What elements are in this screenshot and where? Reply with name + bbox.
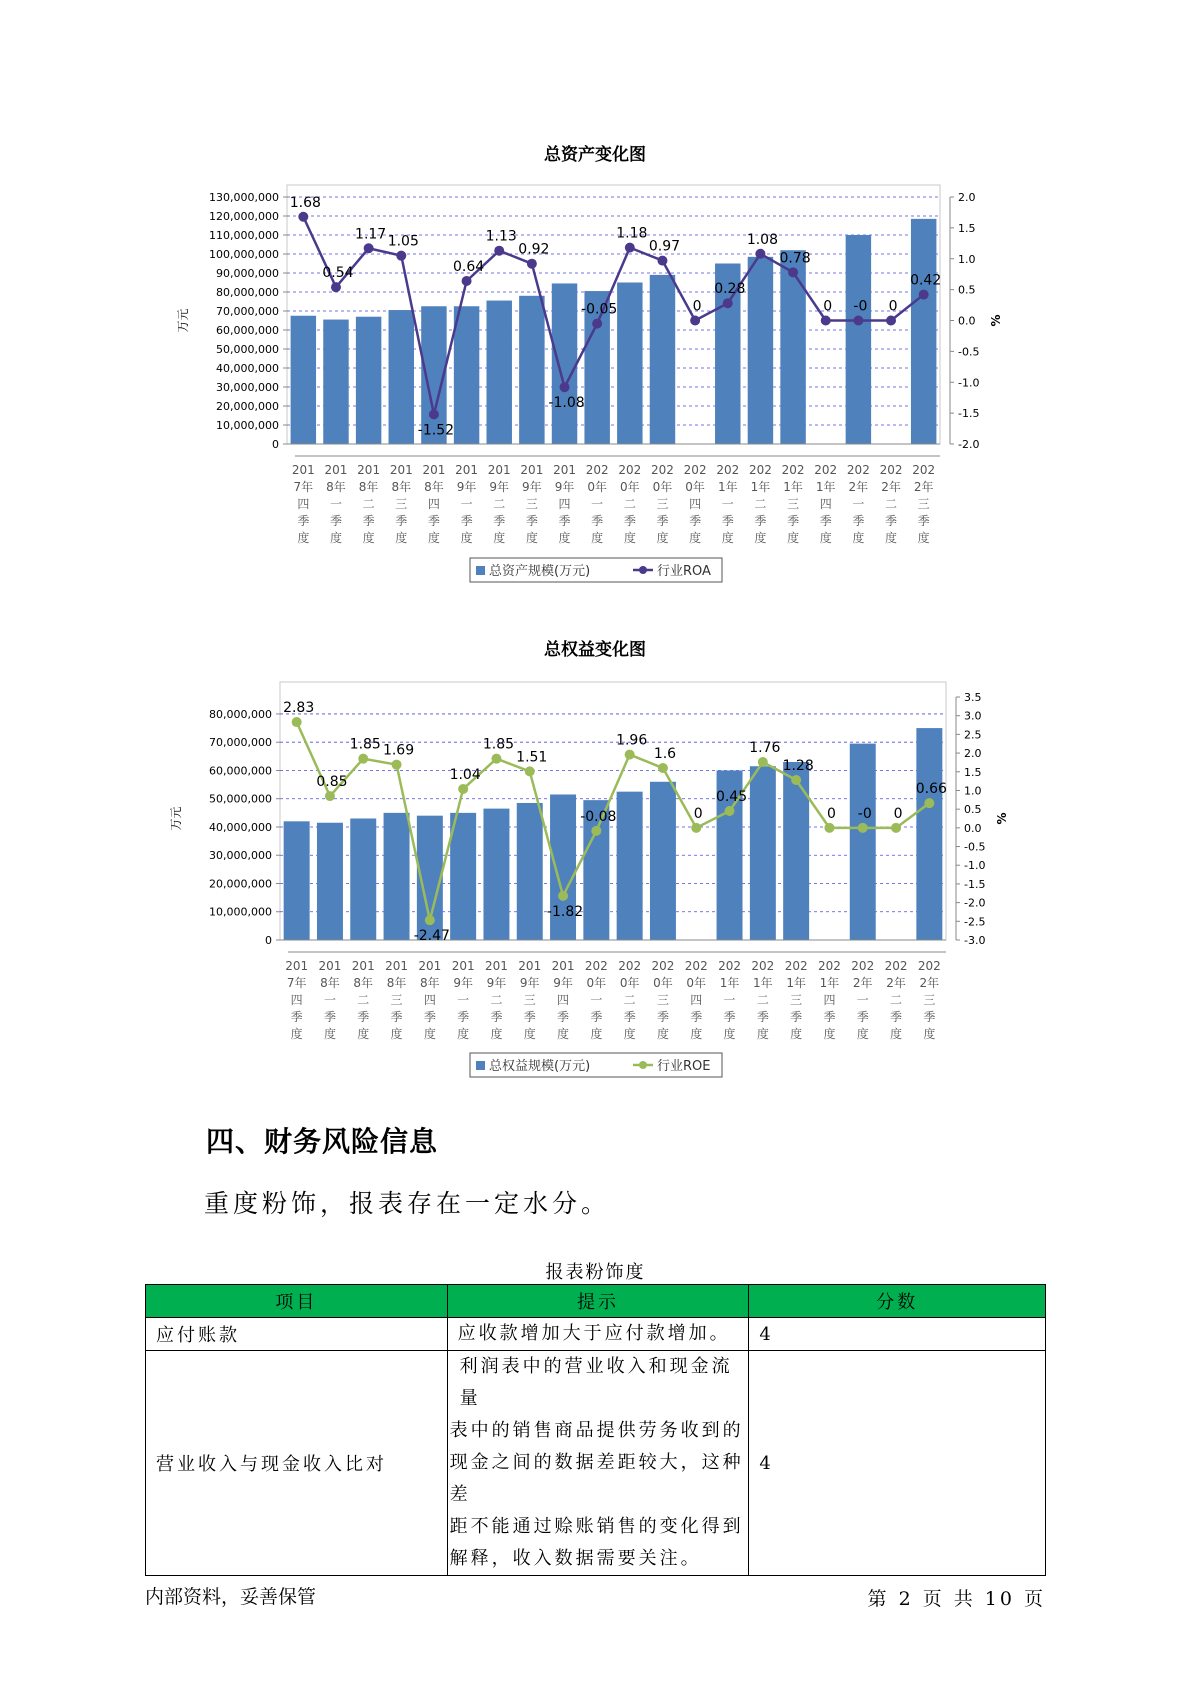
- right-tick-label: -1.5: [958, 407, 980, 421]
- chart-title: 总权益变化图: [544, 640, 646, 660]
- left-axis-title: 万元: [176, 308, 190, 333]
- row-hint: [447, 1351, 749, 1576]
- bar: [450, 813, 476, 940]
- left-tick-label: 130,000,000: [209, 191, 279, 204]
- data-label: -1.08: [548, 395, 585, 412]
- line-point: [325, 791, 335, 801]
- category-label: 202 0年二季度: [618, 959, 642, 1041]
- data-label: 2.83: [283, 700, 315, 717]
- line-point: [591, 826, 601, 836]
- line-point: [625, 243, 635, 253]
- legend-bar-label: 总资产规模(万元): [489, 564, 591, 579]
- data-label: 0.45: [715, 789, 748, 806]
- right-tick-label: 0.5: [964, 803, 982, 817]
- line-point: [824, 823, 834, 833]
- right-tick-label: -1.5: [964, 877, 986, 891]
- bar: [486, 301, 511, 444]
- hint-line: 距不能通过赊账销售的变化得到: [449, 1516, 744, 1537]
- data-label: 0.66: [915, 781, 947, 798]
- line-point: [392, 760, 402, 770]
- data-label: 0: [692, 298, 702, 315]
- left-axis-title: 万元: [169, 806, 183, 831]
- category-label: 202 1年三季度: [784, 959, 808, 1041]
- category-label: 201 8年四季度: [422, 463, 446, 545]
- data-label: 1.17: [355, 226, 387, 243]
- left-tick-label: 10,000,000: [216, 419, 279, 432]
- row-score: 4: [749, 1318, 1046, 1351]
- bar: [323, 320, 348, 444]
- table-caption: 报表粉饰度: [545, 1262, 646, 1283]
- footer-confidential: 内部资料，妥善保管: [145, 1586, 317, 1608]
- right-tick-label: 1.0: [958, 252, 976, 266]
- line-point: [755, 249, 765, 259]
- right-tick-label: 1.5: [964, 765, 982, 779]
- line-point: [924, 798, 934, 808]
- data-label: 1.04: [449, 766, 481, 783]
- footer-page-number: 第 2 页 共 10 页: [867, 1588, 1046, 1610]
- category-label: 202 1年四季度: [814, 463, 838, 545]
- data-label: 0: [823, 298, 833, 315]
- category-label: 201 9年一季度: [451, 959, 475, 1041]
- line-point: [491, 754, 501, 764]
- row-score: 4: [749, 1351, 1046, 1576]
- category-label: 202 1年二季度: [748, 463, 772, 545]
- total-equity-chart-svg: [0, 630, 1191, 1095]
- line-point: [858, 823, 868, 833]
- bar: [454, 306, 479, 444]
- bar: [517, 803, 543, 940]
- right-tick-label: -0.5: [964, 840, 986, 854]
- category-label: 202 0年一季度: [585, 463, 609, 545]
- bar: [748, 257, 773, 444]
- line-point: [494, 246, 504, 256]
- left-tick-label: 30,000,000: [209, 849, 272, 863]
- category-label: 202 2年一季度: [851, 959, 875, 1041]
- left-tick-label: 90,000,000: [216, 267, 279, 280]
- hint-line: 解释，收入数据需要关注。: [449, 1548, 702, 1569]
- data-label: 0.85: [316, 774, 348, 791]
- right-tick-label: -1.0: [964, 859, 986, 873]
- category-label: 202 0年三季度: [651, 959, 675, 1041]
- category-label: 202 2年三季度: [917, 959, 941, 1041]
- left-tick-label: 80,000,000: [209, 707, 272, 721]
- legend-line-marker: [639, 566, 647, 574]
- line-point: [592, 319, 602, 329]
- data-label: 0.64: [452, 258, 485, 275]
- bar: [650, 782, 676, 940]
- bar: [519, 296, 544, 444]
- data-label: -2.47: [413, 928, 450, 945]
- header-hint: 提示: [447, 1285, 749, 1318]
- category-label: 201 9年四季度: [553, 463, 576, 545]
- left-tick-label: 40,000,000: [216, 362, 279, 375]
- left-tick-label: 120,000,000: [209, 210, 279, 223]
- category-label: 201 8年二季度: [351, 959, 375, 1041]
- category-label: 202 1年一季度: [718, 959, 742, 1041]
- hint-line: 表中的销售商品提供劳务收到的: [449, 1420, 744, 1441]
- bar: [911, 219, 936, 444]
- data-label: 1.18: [616, 225, 648, 242]
- line-point: [625, 750, 635, 760]
- category-label: 201 9年二季度: [484, 959, 508, 1041]
- bar: [389, 310, 414, 444]
- data-label: 1.68: [289, 194, 321, 211]
- line-point: [690, 316, 700, 326]
- category-label: 201 8年四季度: [418, 959, 442, 1041]
- bar: [650, 275, 675, 444]
- legend-bar-swatch: [476, 566, 485, 575]
- total-equity-chart: [0, 630, 1191, 1095]
- left-tick-label: 60,000,000: [216, 324, 279, 337]
- bar: [846, 235, 871, 444]
- row-hint: [447, 1318, 749, 1351]
- hint-line: 利润表中的营业收入和现金流量: [459, 1356, 733, 1409]
- line-point: [853, 316, 863, 326]
- data-label: 0: [693, 805, 703, 822]
- left-tick-label: 50,000,000: [216, 343, 279, 356]
- bar: [317, 823, 343, 940]
- data-label: 0.97: [648, 238, 681, 255]
- bar: [291, 316, 316, 444]
- right-tick-label: -1.0: [958, 376, 980, 390]
- data-label: -1.82: [546, 903, 584, 920]
- category-label: 201 9年四季度: [551, 959, 575, 1041]
- data-label: 1.13: [485, 228, 517, 245]
- data-label: 1.6: [653, 746, 677, 763]
- category-label: 202 0年四季度: [684, 959, 708, 1041]
- line-point: [725, 806, 735, 816]
- right-tick-label: -2.0: [958, 438, 980, 451]
- data-label: -0: [853, 298, 868, 315]
- category-label: 202 1年四季度: [817, 959, 841, 1041]
- line-point: [527, 259, 537, 269]
- legend-bar-swatch: [476, 1061, 485, 1070]
- category-label: 202 2年二季度: [884, 959, 908, 1041]
- right-tick-label: 1.5: [958, 221, 976, 235]
- category-label: 202 1年二季度: [751, 959, 775, 1041]
- line-point: [525, 766, 535, 776]
- data-label: 1.85: [349, 736, 381, 753]
- category-label: 201 9年三季度: [518, 959, 542, 1041]
- line-point: [292, 717, 302, 727]
- risk-summary: 重度粉饰，报表存在一定水分。: [204, 1189, 611, 1218]
- left-tick-label: 10,000,000: [209, 905, 272, 919]
- data-label: 1.85: [482, 736, 515, 753]
- category-label: 202 2年三季度: [912, 463, 936, 545]
- total-assets-chart: [0, 130, 1191, 600]
- line-point: [657, 256, 667, 266]
- line-point: [364, 243, 374, 253]
- category-label: 202 0年三季度: [651, 463, 674, 545]
- bar: [384, 813, 410, 940]
- header-item: 项目: [146, 1285, 448, 1318]
- line-point: [821, 316, 831, 326]
- bar: [350, 819, 376, 941]
- data-label: 0: [888, 298, 898, 315]
- table-row: [146, 1351, 1046, 1576]
- right-tick-label: 2.5: [964, 728, 982, 742]
- left-tick-label: 100,000,000: [209, 248, 279, 261]
- left-tick-label: 50,000,000: [209, 792, 272, 806]
- chart-title: 总资产变化图: [544, 145, 646, 165]
- line-point: [788, 267, 798, 277]
- bar: [850, 744, 876, 940]
- legend-bar-label: 总权益规模(万元): [489, 1059, 591, 1074]
- section-heading: 四、财务风险信息: [206, 1125, 439, 1158]
- bar: [617, 792, 643, 940]
- hint-line: 现金之间的数据差距较大，这种差: [449, 1452, 744, 1505]
- line-point: [919, 290, 929, 300]
- left-tick-label: 60,000,000: [209, 764, 272, 778]
- category-label: 201 8年一季度: [318, 959, 342, 1041]
- line-point: [458, 784, 468, 794]
- category-label: 201 7年四季度: [291, 463, 315, 545]
- line-point: [462, 276, 472, 286]
- data-label: 0.78: [779, 250, 811, 267]
- right-tick-label: 3.0: [964, 709, 982, 723]
- data-label: 0: [826, 805, 836, 822]
- data-label: -0.05: [581, 301, 618, 318]
- total-assets-chart-svg: [0, 130, 1191, 600]
- category-label: 201 8年一季度: [324, 463, 348, 545]
- legend-line-marker: [639, 1061, 647, 1069]
- right-tick-label: 2.0: [964, 747, 982, 761]
- legend-line-label: 行业ROA: [657, 564, 711, 579]
- right-tick-label: 3.5: [964, 691, 982, 704]
- bar: [617, 283, 642, 445]
- data-label: 1.28: [782, 757, 814, 774]
- right-tick-label: 1.0: [964, 784, 982, 798]
- line-point: [331, 282, 341, 292]
- table-header-row: [146, 1285, 1046, 1318]
- left-tick-label: 0: [265, 934, 272, 947]
- left-tick-label: 20,000,000: [216, 400, 279, 413]
- category-label: 201 8年三季度: [389, 463, 413, 545]
- table-row: [146, 1318, 1046, 1351]
- left-tick-label: 70,000,000: [209, 736, 272, 750]
- category-label: 202 1年三季度: [781, 463, 805, 545]
- category-label: 202 2年一季度: [846, 463, 870, 545]
- data-label: 1.96: [616, 732, 648, 749]
- bar: [284, 821, 310, 940]
- right-tick-label: 0.0: [958, 314, 976, 328]
- left-tick-label: 20,000,000: [209, 877, 272, 891]
- category-label: 202 0年二季度: [618, 463, 642, 545]
- line-point: [886, 316, 896, 326]
- category-label: 202 0年四季度: [683, 463, 707, 545]
- line-point: [396, 251, 406, 261]
- risk-table: [145, 1284, 1046, 1576]
- data-label: 0.28: [714, 281, 746, 298]
- data-label: 1.08: [746, 231, 779, 248]
- line-point: [658, 763, 668, 773]
- right-tick-label: -2.5: [964, 915, 986, 929]
- data-label: -0.08: [580, 808, 617, 825]
- line-point: [429, 409, 439, 419]
- line-point: [723, 298, 733, 308]
- bar: [780, 250, 805, 444]
- data-label: 1.69: [382, 742, 415, 759]
- data-label: -1.52: [417, 422, 455, 439]
- data-label: 0.92: [518, 241, 550, 258]
- line-point: [560, 382, 570, 392]
- right-tick-label: 0.0: [964, 821, 982, 835]
- category-label: 201 9年二季度: [487, 463, 511, 545]
- category-label: 201 8年三季度: [385, 959, 409, 1041]
- right-axis-title: %: [989, 314, 1003, 327]
- bar: [552, 283, 577, 444]
- left-tick-label: 80,000,000: [216, 286, 279, 299]
- bar: [750, 766, 776, 940]
- line-point: [791, 775, 801, 785]
- bar: [483, 809, 509, 940]
- data-label: -0: [857, 805, 872, 822]
- data-label: 1.76: [749, 740, 781, 757]
- category-label: 201 9年三季度: [520, 463, 544, 545]
- category-label: 201 9年一季度: [455, 463, 479, 545]
- line-point: [558, 891, 568, 901]
- category-label: 202 0年一季度: [584, 959, 608, 1041]
- bar: [783, 762, 809, 940]
- row-item: 应付账款: [146, 1318, 448, 1351]
- bar: [356, 317, 381, 444]
- data-label: 1.51: [516, 749, 548, 766]
- data-label: 0.42: [910, 272, 942, 289]
- left-tick-label: 70,000,000: [216, 305, 279, 318]
- right-tick-label: -0.5: [958, 345, 980, 359]
- category-label: 201 8年二季度: [357, 463, 381, 545]
- legend-line-label: 行业ROE: [657, 1059, 711, 1074]
- line-point: [691, 823, 701, 833]
- left-tick-label: 0: [272, 438, 279, 451]
- right-tick-label: -2.0: [964, 896, 986, 910]
- left-tick-label: 40,000,000: [209, 820, 272, 834]
- hint-line: 应收款增加大于应付款增加。: [457, 1323, 731, 1344]
- right-tick-label: 2.0: [958, 191, 976, 204]
- left-tick-label: 110,000,000: [209, 229, 279, 242]
- row-item: 营业收入与现金收入比对: [146, 1351, 448, 1576]
- right-tick-label: -3.0: [964, 934, 986, 947]
- category-label: 202 2年二季度: [879, 463, 903, 545]
- bar: [916, 728, 942, 940]
- data-label: 1.05: [387, 233, 419, 250]
- line-point: [758, 757, 768, 767]
- data-label: 0.54: [322, 265, 354, 282]
- line-point: [891, 823, 901, 833]
- right-axis-title: %: [995, 812, 1009, 825]
- line-point: [298, 212, 308, 222]
- left-tick-label: 30,000,000: [216, 381, 279, 394]
- category-label: 201 7年四季度: [285, 959, 309, 1041]
- header-score: 分数: [749, 1285, 1046, 1318]
- line-point: [425, 915, 435, 925]
- line-point: [358, 754, 368, 764]
- data-label: 0: [893, 805, 903, 822]
- right-tick-label: 0.5: [958, 283, 976, 297]
- category-label: 202 1年一季度: [716, 463, 740, 545]
